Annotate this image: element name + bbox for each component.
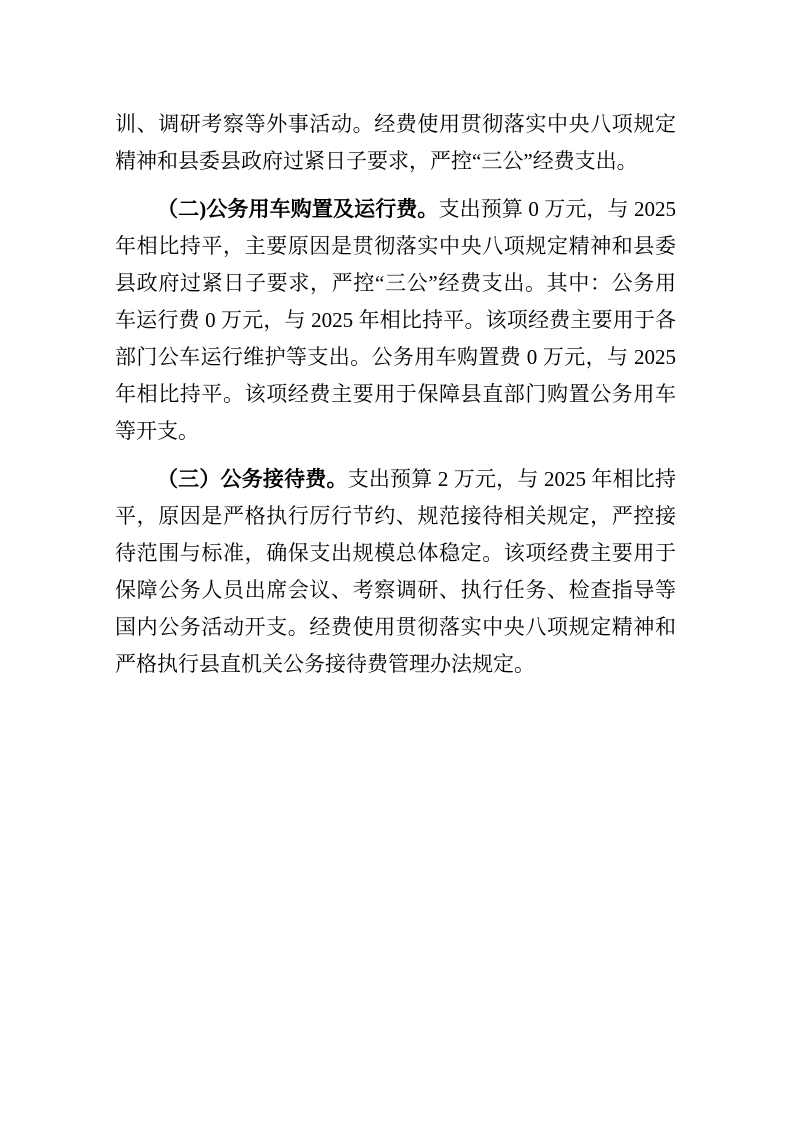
paragraph-reception-expense: [115, 461, 676, 683]
paragraph-continuation: [115, 106, 676, 180]
section-heading-vehicle: （二)公务用车购置及运行费。: [157, 197, 439, 221]
section-heading-reception: （三）公务接待费。: [157, 467, 348, 491]
paragraph-text: 支出预算 2 万元，与 2025 年相比持平，原因是严格执行厉行节约、规范接待相关规定，严控接待范围与标准，确保支出规模总体稳定。该项经费主要用于保障公务人员出席会议、考察调研、执行任务、检查指导等国内公务活动开支。经费使用贯彻落实中央八项规定精神和严格执行县直机关公务接待费管理办法规定。: [115, 467, 676, 676]
paragraph-text: 支出预算 0 万元，与 2025 年相比持平，主要原因是贯彻落实中央八项规定精神和县委县政府过紧日子要求，严控“三公”经费支出。其中：公务用车运行费 0 万元，与 2025 年相比持平。该项经费主要用于各部门公车运行维护等支出。公务用车购置费 0 万元，与 2025 年相比持平。该项经费主要用于保障县直部门购置公务用车等开支。: [115, 197, 677, 443]
paragraph-text: 训、调研考察等外事活动。经费使用贯彻落实中央八项规定精神和县委县政府过紧日子要求，严控“三公”经费支出。: [115, 112, 676, 173]
paragraph-vehicle-expense: [115, 191, 676, 450]
